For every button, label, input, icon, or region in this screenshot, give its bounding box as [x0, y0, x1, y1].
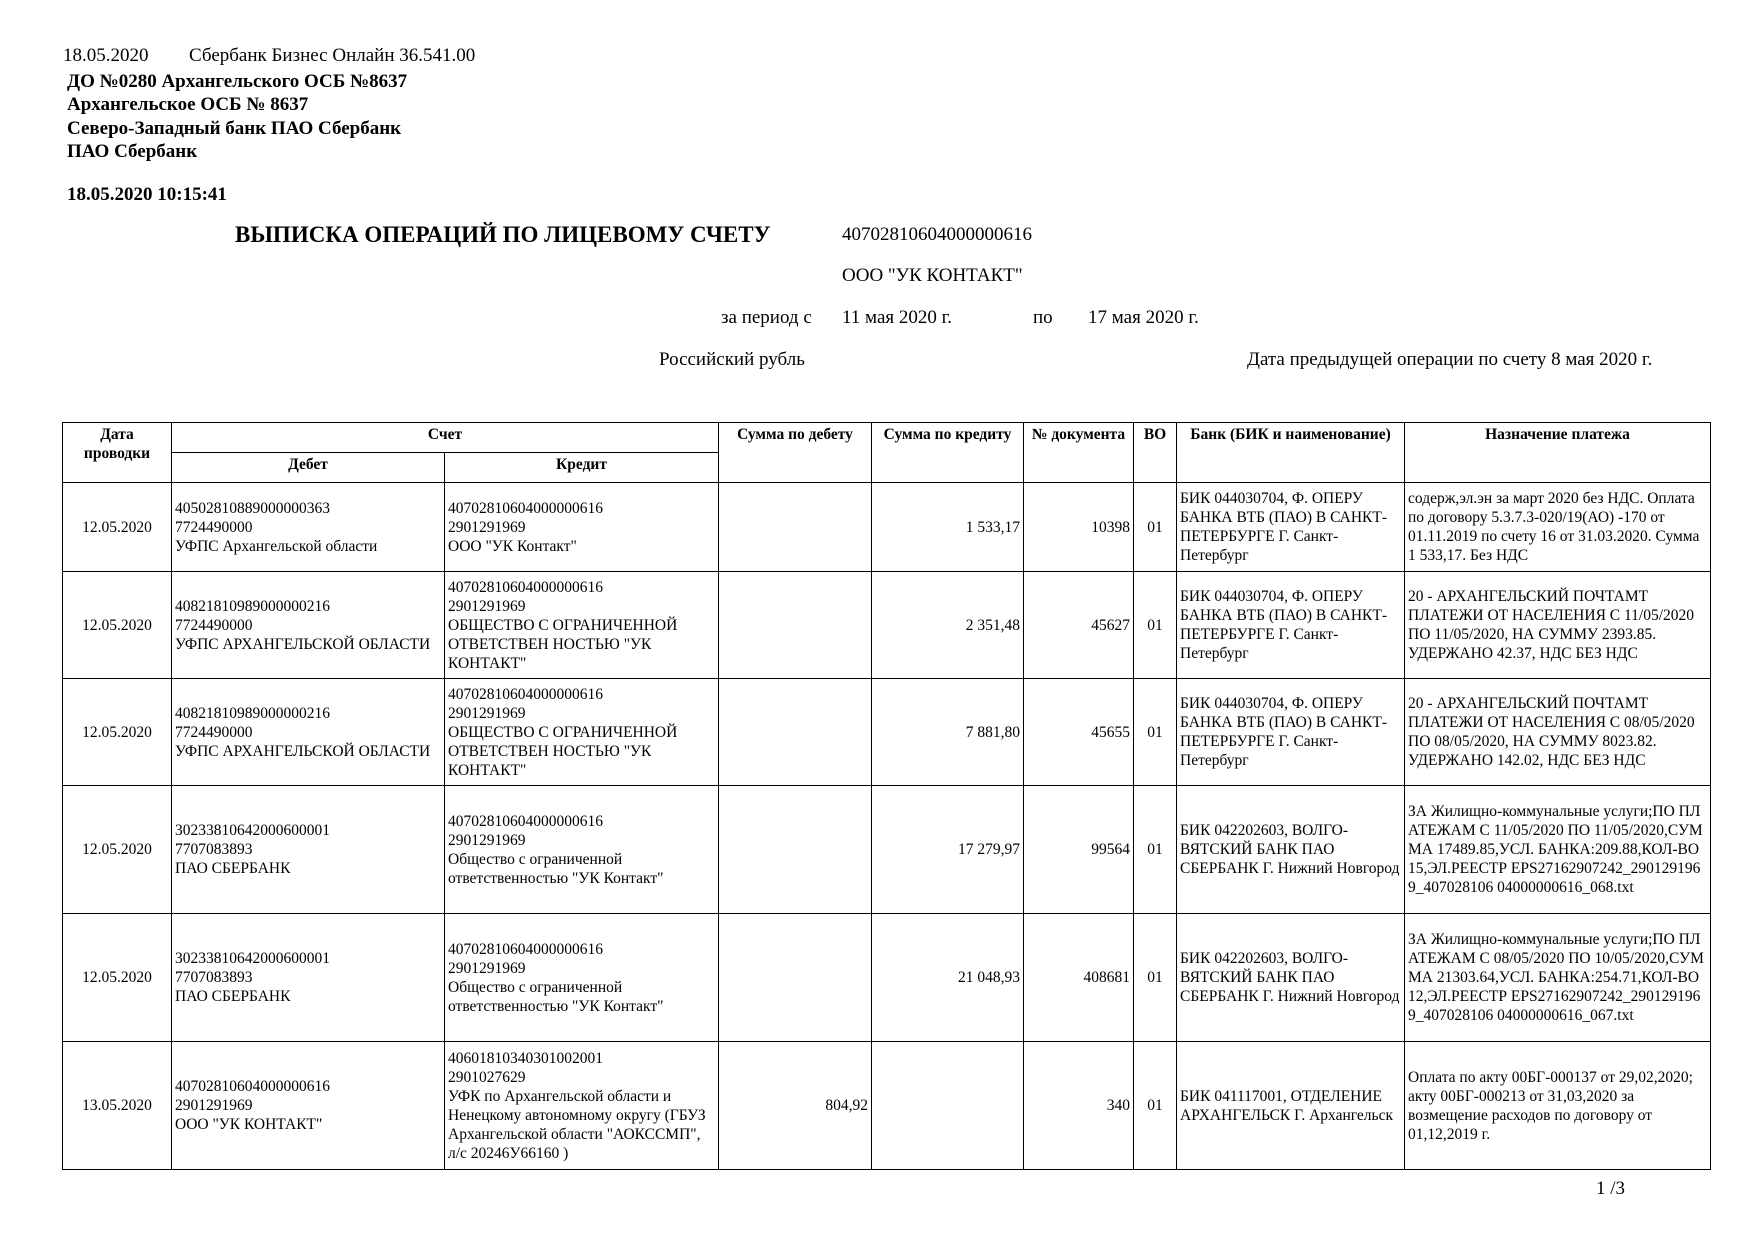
- cell-doc: 408681: [1024, 914, 1134, 1042]
- cell-sum-credit: [872, 1042, 1024, 1170]
- col-sum-credit-header: Сумма по кредиту: [872, 423, 1024, 483]
- col-purpose-header: Назначение платежа: [1405, 423, 1711, 483]
- bank-line-2: Архангельское ОСБ № 8637: [67, 94, 309, 115]
- cell-purpose: 20 - АРХАНГЕЛЬСКИЙ ПОЧТАМТ ПЛАТЕЖИ ОТ НАСЕЛЕНИЯ С 08/05/2020 ПО 08/05/2020, НА СУММУ 8023.82. УДЕРЖАНО 142.02, НДС БЕЗ НДС: [1405, 679, 1711, 786]
- print-date: 18.05.2020: [63, 45, 149, 66]
- table-row: [63, 679, 1711, 786]
- cell-date: 12.05.2020: [63, 572, 172, 679]
- cell-date: 12.05.2020: [63, 914, 172, 1042]
- cell-vo: 01: [1134, 786, 1177, 914]
- cell-debit: 40502810889000000363 7724490000 УФПС Архангельской области: [172, 483, 445, 572]
- cell-sum-debit: [719, 483, 872, 572]
- system-name: Сбербанк Бизнес Онлайн 36.541.00: [189, 45, 476, 66]
- cell-bank: БИК 041117001, ОТДЕЛЕНИЕ АРХАНГЕЛЬСК Г. Архангельск: [1177, 1042, 1405, 1170]
- cell-debit: 30233810642000600001 7707083893 ПАО СБЕРБАНК: [172, 914, 445, 1042]
- cell-credit: 40702810604000000616 2901291969 Общество с ограниченной ответственностью "УК Контакт": [445, 914, 719, 1042]
- cell-doc: 45627: [1024, 572, 1134, 679]
- cell-credit: 40702810604000000616 2901291969 ООО "УК Контакт": [445, 483, 719, 572]
- cell-vo: 01: [1134, 483, 1177, 572]
- cell-bank: БИК 044030704, Ф. ОПЕРУ БАНКА ВТБ (ПАО) В САНКТ-ПЕТЕРБУРГЕ Г. Санкт-Петербург: [1177, 572, 1405, 679]
- col-date-header: Дата проводки: [63, 423, 172, 483]
- cell-doc: 10398: [1024, 483, 1134, 572]
- cell-sum-credit: 7 881,80: [872, 679, 1024, 786]
- company-name: ООО "УК КОНТАКТ": [842, 265, 1023, 286]
- table-row: [63, 1042, 1711, 1170]
- cell-debit: 40702810604000000616 2901291969 ООО "УК КОНТАКТ": [172, 1042, 445, 1170]
- cell-sum-credit: 21 048,93: [872, 914, 1024, 1042]
- cell-sum-debit: [719, 679, 872, 786]
- cell-doc: 45655: [1024, 679, 1134, 786]
- cell-sum-debit: 804,92: [719, 1042, 872, 1170]
- cell-sum-debit: [719, 786, 872, 914]
- period-to-label: по: [1033, 307, 1053, 328]
- cell-date: 12.05.2020: [63, 483, 172, 572]
- cell-date: 12.05.2020: [63, 679, 172, 786]
- cell-purpose: содерж,эл.эн за март 2020 без НДС. Оплата по договору 5.3.7.3-020/19(АО) -170 от 01.11.2019 по счету 16 от 31.03.2020. Сумма 1 533,17. Без НДС: [1405, 483, 1711, 572]
- cell-doc: 340: [1024, 1042, 1134, 1170]
- cell-date: 13.05.2020: [63, 1042, 172, 1170]
- bank-line-4: ПАО Сбербанк: [67, 141, 198, 162]
- col-bank-header: Банк (БИК и наименование): [1177, 423, 1405, 483]
- cell-bank: БИК 044030704, Ф. ОПЕРУ БАНКА ВТБ (ПАО) В САНКТ-ПЕТЕРБУРГЕ Г. Санкт-Петербург: [1177, 483, 1405, 572]
- col-credit-header: Кредит: [445, 453, 719, 483]
- statement-table: [62, 422, 1711, 1170]
- cell-doc: 99564: [1024, 786, 1134, 914]
- table-row: [63, 786, 1711, 914]
- cell-bank: БИК 044030704, Ф. ОПЕРУ БАНКА ВТБ (ПАО) В САНКТ-ПЕТЕРБУРГЕ Г. Санкт-Петербург: [1177, 679, 1405, 786]
- col-vo-header: ВО: [1134, 423, 1177, 483]
- cell-bank: БИК 042202603, ВОЛГО-ВЯТСКИЙ БАНК ПАО СБЕРБАНК Г. Нижний Новгород: [1177, 786, 1405, 914]
- cell-purpose: 20 - АРХАНГЕЛЬСКИЙ ПОЧТАМТ ПЛАТЕЖИ ОТ НАСЕЛЕНИЯ С 11/05/2020 ПО 11/05/2020, НА СУММУ 2393.85. УДЕРЖАНО 42.37, НДС БЕЗ НДС: [1405, 572, 1711, 679]
- col-debit-header: Дебет: [172, 453, 445, 483]
- cell-purpose: Оплата по акту 00БГ-000137 от 29,02,2020; акту 00БГ-000213 от 31,03,2020 за возмещение расходов по договору от 01,12,2019 г.: [1405, 1042, 1711, 1170]
- cell-credit: 40601810340301002001 2901027629 УФК по Архангельской области и Ненецкому автономному округу (ГБУЗ Архангельской области "АОКССМП", л/с 20246У66160 ): [445, 1042, 719, 1170]
- header-row-1: [63, 423, 1711, 453]
- cell-sum-credit: 2 351,48: [872, 572, 1024, 679]
- cell-credit: 40702810604000000616 2901291969 Общество с ограниченной ответственностью "УК Контакт": [445, 786, 719, 914]
- cell-credit: 40702810604000000616 2901291969 ОБЩЕСТВО С ОГРАНИЧЕННОЙ ОТВЕТСТВЕН НОСТЬЮ "УК КОНТАКТ": [445, 679, 719, 786]
- cell-debit: 30233810642000600001 7707083893 ПАО СБЕРБАНК: [172, 786, 445, 914]
- report-datetime: 18.05.2020 10:15:41: [67, 184, 227, 205]
- cell-purpose: ЗА Жилищно-коммунальные услуги;ПО ПЛАТЕЖАМ С 11/05/2020 ПО 11/05/2020,СУММА 17489.85,УСЛ. БАНКА:209.88,КОЛ-ВО 15,ЭЛ.РЕЕСТР EPS27162907242_2901291969_407028106 04000000616_068.txt: [1405, 786, 1711, 914]
- bank-line-1: ДО №0280 Архангельского ОСБ №8637: [67, 71, 408, 92]
- statement-title: ВЫПИСКА ОПЕРАЦИЙ ПО ЛИЦЕВОМУ СЧЕТУ: [235, 222, 771, 247]
- page-number: 1 /3: [1596, 1178, 1626, 1199]
- period-label: за период с: [721, 307, 812, 328]
- cell-vo: 01: [1134, 914, 1177, 1042]
- bank-line-3: Северо-Западный банк ПАО Сбербанк: [67, 118, 402, 139]
- account-number: 40702810604000000616: [842, 224, 1032, 245]
- table-row: [63, 914, 1711, 1042]
- period-from: 11 мая 2020 г.: [842, 307, 953, 328]
- cell-sum-debit: [719, 914, 872, 1042]
- previous-operation-date: Дата предыдущей операции по счету 8 мая 2020 г.: [1247, 349, 1653, 370]
- cell-bank: БИК 042202603, ВОЛГО-ВЯТСКИЙ БАНК ПАО СБЕРБАНК Г. Нижний Новгород: [1177, 914, 1405, 1042]
- cell-debit: 40821810989000000216 7724490000 УФПС АРХАНГЕЛЬСКОЙ ОБЛАСТИ: [172, 572, 445, 679]
- cell-purpose: ЗА Жилищно-коммунальные услуги;ПО ПЛАТЕЖАМ С 08/05/2020 ПО 10/05/2020,СУММА 21303.64,УСЛ. БАНКА:254.71,КОЛ-ВО 12,ЭЛ.РЕЕСТР EPS27162907242_2901291969_407028106 04000000616_067.txt: [1405, 914, 1711, 1042]
- col-doc-header: № документа: [1024, 423, 1134, 483]
- cell-sum-debit: [719, 572, 872, 679]
- cell-credit: 40702810604000000616 2901291969 ОБЩЕСТВО С ОГРАНИЧЕННОЙ ОТВЕТСТВЕН НОСТЬЮ "УК КОНТАКТ": [445, 572, 719, 679]
- table-row: [63, 572, 1711, 679]
- period-to: 17 мая 2020 г.: [1088, 307, 1199, 328]
- cell-sum-credit: 1 533,17: [872, 483, 1024, 572]
- cell-date: 12.05.2020: [63, 786, 172, 914]
- cell-vo: 01: [1134, 1042, 1177, 1170]
- currency: Российский рубль: [659, 349, 805, 370]
- table-row: [63, 483, 1711, 572]
- cell-vo: 01: [1134, 572, 1177, 679]
- cell-debit: 40821810989000000216 7724490000 УФПС АРХАНГЕЛЬСКОЙ ОБЛАСТИ: [172, 679, 445, 786]
- col-sum-debit-header: Сумма по дебету: [719, 423, 872, 483]
- cell-sum-credit: 17 279,97: [872, 786, 1024, 914]
- cell-vo: 01: [1134, 679, 1177, 786]
- col-account-header: Счет: [172, 423, 719, 453]
